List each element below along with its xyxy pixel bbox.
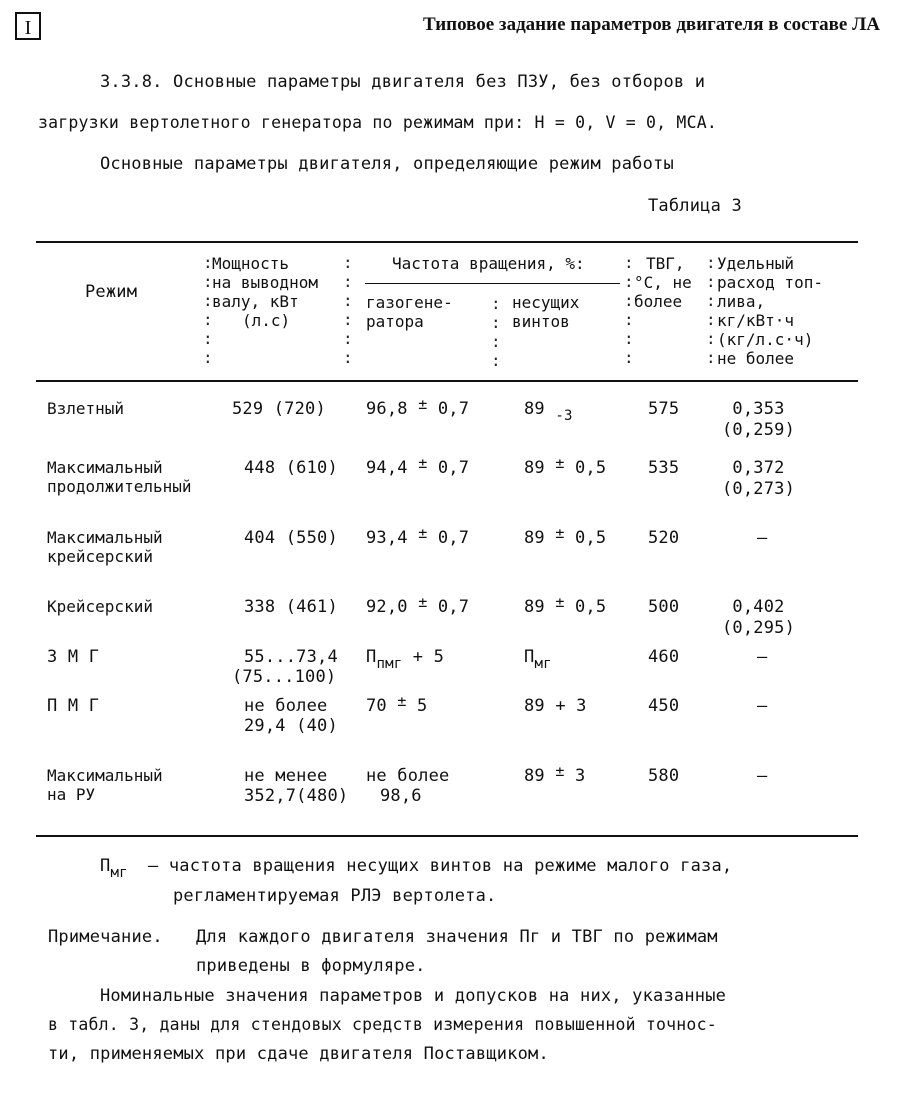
table-row-tvg: 500 bbox=[648, 597, 680, 617]
table-row-gas-gen: 96,8 ± 0,7 bbox=[366, 395, 470, 419]
intro-line-2: загрузки вертолетного генератора по режимам при: H = 0, V = 0, MСА. bbox=[38, 113, 717, 132]
table-row-tvg: 580 bbox=[648, 766, 680, 786]
table-row-power: 404 (550) bbox=[244, 528, 338, 548]
table-row-power: не более 29,4 (40) bbox=[244, 696, 338, 736]
header-rotors: несущих винтов bbox=[512, 293, 580, 331]
table-row-power: не менее 352,7(480) bbox=[244, 766, 349, 806]
table-row-fuel: 0,402 (0,295) bbox=[722, 597, 796, 638]
table-row-power: 529 (720) bbox=[232, 399, 326, 419]
table-label: Таблица 3 bbox=[648, 196, 742, 216]
page-title: Типовое задание параметров двигателя в составе ЛА bbox=[423, 14, 880, 35]
header-separator: : : : : : : bbox=[706, 253, 716, 367]
rpm-group-rule bbox=[365, 283, 620, 284]
header-tvg: ТВГ, °С, не более bbox=[634, 254, 692, 311]
section-mark: I bbox=[15, 12, 41, 40]
table-row-rotors: 89 ± 0,5 bbox=[524, 454, 607, 478]
closing-line-3: ти, применяемых при сдаче двигателя Поставщиком. bbox=[48, 1044, 549, 1064]
table-row-fuel: – bbox=[757, 528, 768, 548]
table-row-power: 448 (610) bbox=[244, 458, 338, 478]
header-separator: : : : : : : bbox=[624, 253, 634, 367]
table-row-tvg: 575 bbox=[648, 399, 680, 419]
header-separator: : : : : : : bbox=[203, 253, 213, 367]
table-row-fuel: 0,353 (0,259) bbox=[722, 399, 796, 440]
table-row-tvg: 535 bbox=[648, 458, 680, 478]
note-line-1: Для каждого двигателя значения Пг и ТВГ по режимам bbox=[196, 927, 718, 947]
table-row-gas-gen: не более 98,6 bbox=[366, 766, 450, 806]
footnote-line-1: – частота вращения несущих винтов на режиме малого газа, bbox=[148, 856, 733, 876]
table-row-gas-gen: 70 ± 5 bbox=[366, 692, 428, 716]
header-fuel: Удельный расход топ- лива, кг/кВт·ч (кг/л.с·ч) не более bbox=[717, 254, 823, 368]
table-row-tvg: 450 bbox=[648, 696, 680, 716]
intro-line-3: Основные параметры двигателя, определяющие режим работы bbox=[100, 154, 674, 174]
table-bottom-rule bbox=[36, 835, 858, 837]
table-row-mode: Максимальный продолжительный bbox=[47, 458, 192, 496]
table-row-rotors: $П_{мг}$ bbox=[524, 647, 552, 672]
table-row-tvg: 520 bbox=[648, 528, 680, 548]
header-separator: : : : : : : bbox=[343, 253, 353, 367]
table-row-gas-gen: 92,0 ± 0,7 bbox=[366, 593, 470, 617]
table-row-rotors: 89 $_{-3}$ bbox=[524, 399, 573, 424]
table-row-mode: Крейсерский bbox=[47, 597, 153, 616]
header-power: Мощность на выводном валу, кВт (л.с) bbox=[212, 254, 318, 330]
closing-line-1: Номинальные значения параметров и допусков на них, указанные bbox=[100, 986, 727, 1006]
table-row-gas-gen: 93,4 ± 0,7 bbox=[366, 524, 470, 548]
table-row-mode: 3 М Г bbox=[47, 647, 100, 667]
table-row-tvg: 460 bbox=[648, 647, 680, 667]
table-row-fuel: 0,372 (0,273) bbox=[722, 458, 796, 499]
table-row-mode: П М Г bbox=[47, 696, 100, 716]
table-row-fuel: – bbox=[757, 766, 768, 786]
table-row-mode: Максимальный крейсерский bbox=[47, 528, 163, 566]
table-row-gas-gen: $П_{пмг} + 5$ bbox=[366, 647, 445, 672]
header-separator: : : : : bbox=[491, 294, 501, 370]
table-row-gas-gen: 94,4 ± 0,7 bbox=[366, 454, 470, 478]
footnote-line-2: регламентируемая РЛЭ вертолета. bbox=[173, 886, 497, 906]
header-mode: Режим bbox=[85, 282, 138, 302]
table-row-rotors: 89 ± 0,5 bbox=[524, 524, 607, 548]
note-label: Примечание. bbox=[48, 927, 163, 947]
table-row-rotors: 89 ± 3 bbox=[524, 762, 586, 786]
table-row-fuel: – bbox=[757, 696, 768, 716]
footnote-symbol: $П_{мг}$ bbox=[100, 856, 128, 881]
table-row-rotors: 89 ± 0,5 bbox=[524, 593, 607, 617]
table-row-mode: Максимальный на РУ bbox=[47, 766, 163, 804]
table-row-fuel: – bbox=[757, 647, 768, 667]
table-top-rule bbox=[36, 241, 858, 243]
intro-line-1: 3.3.8. Основные параметры двигателя без ПЗУ, без отборов и bbox=[100, 72, 706, 92]
table-header-rule bbox=[36, 380, 858, 382]
table-row-power: 55...73,4 (75...100) bbox=[232, 647, 338, 687]
header-gas-generator: газогене- ратора bbox=[366, 293, 453, 331]
table-row-rotors: 89 + 3 bbox=[524, 696, 587, 716]
table-row-power: 338 (461) bbox=[244, 597, 338, 617]
note-line-2: приведены в формуляре. bbox=[196, 956, 426, 976]
table-row-mode: Взлетный bbox=[47, 399, 125, 418]
closing-line-2: в табл. 3, даны для стендовых средств измерения повышенной точнос- bbox=[48, 1015, 717, 1034]
header-rpm-group: Частота вращения, %: bbox=[392, 254, 585, 273]
